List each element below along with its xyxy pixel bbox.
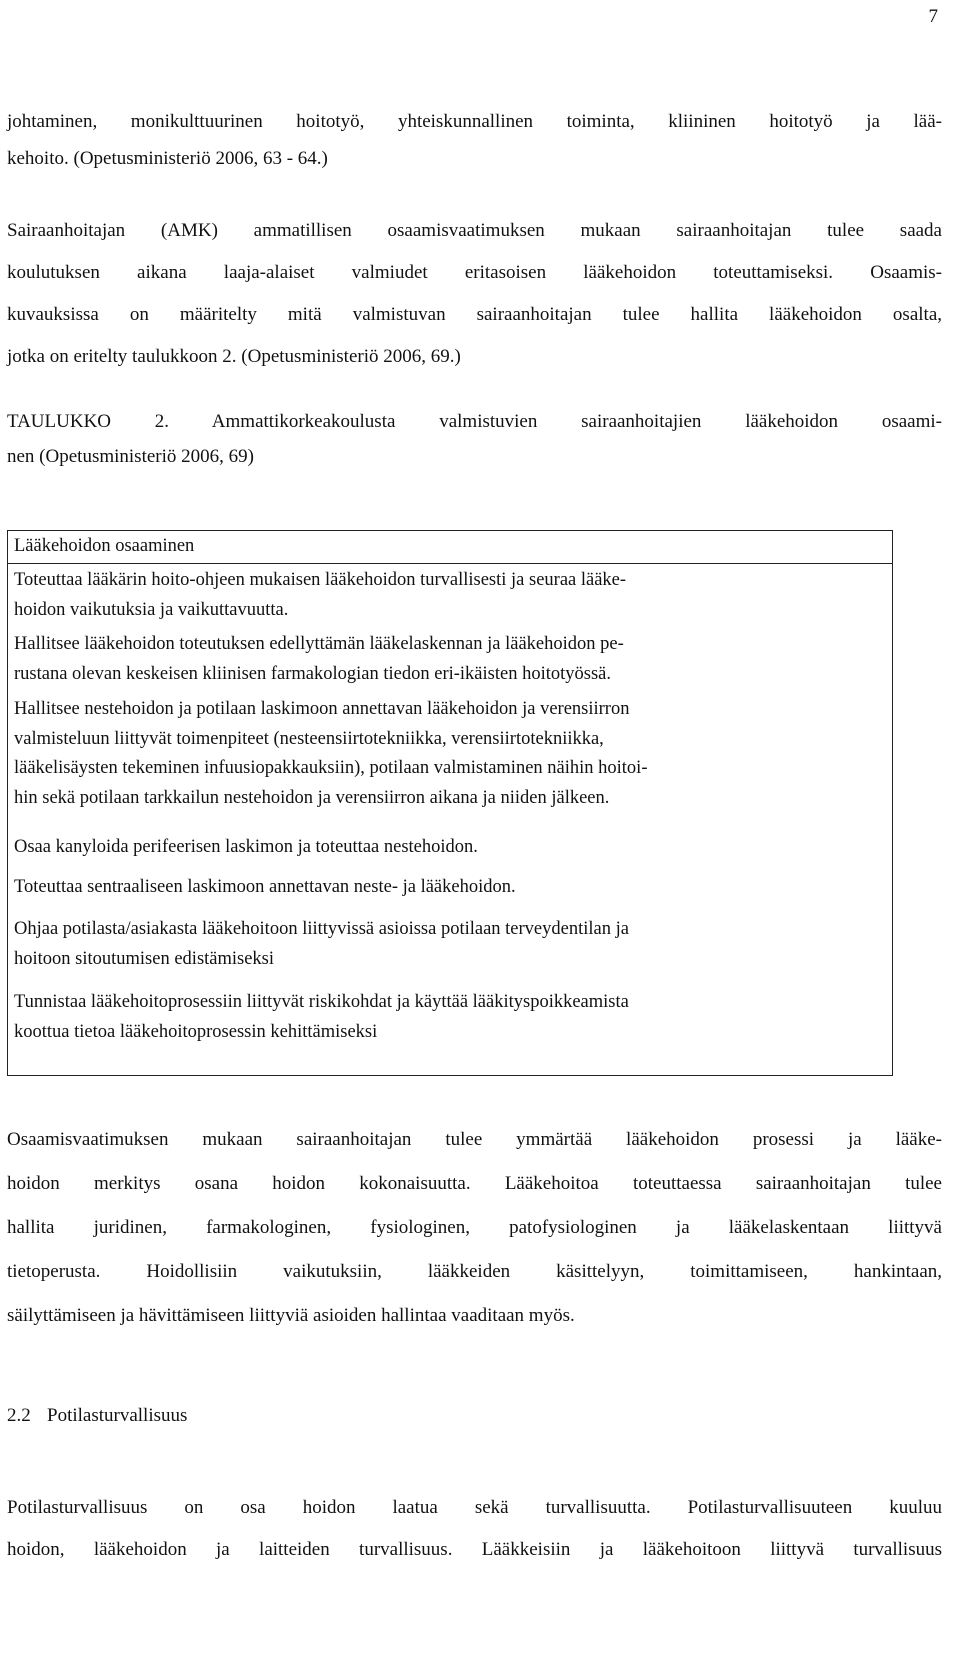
table-row <box>14 915 884 974</box>
text-line: jotka on eritelty taulukkoon 2. (Opetusministeriö 2006, 69.) <box>7 346 461 367</box>
text-line: Toteuttaa sentraaliseen laskimoon annettavan neste- ja lääkehoidon. <box>14 877 516 897</box>
text-line: säilyttämiseen ja hävittämiseen liittyviä asioiden hallintaa vaaditaan myös. <box>7 1305 575 1326</box>
table-row <box>14 833 884 863</box>
table-row <box>14 988 884 1047</box>
section-title: Potilasturvallisuus <box>47 1405 188 1426</box>
text-line: Hallitsee lääkehoidon toteutuksen edellyttämän lääkelaskennan ja lääkehoidon pe- <box>14 634 624 654</box>
table-row <box>14 566 884 625</box>
text-line: tietoperusta. Hoidollisiin vaikutuksiin, lääkkeiden käsittelyyn, toimittamiseen, hankintaan, <box>7 1261 942 1282</box>
text-line: hin sekä potilaan tarkkailun nestehoidon ja verensiirron aikana ja niiden jälkeen. <box>14 787 610 808</box>
text-line: Hallitsee nestehoidon ja potilaan laskimoon annettavan lääkehoidon ja verensiirron <box>14 699 630 719</box>
text-line: kuvauksissa on määritelty mitä valmistuvan sairaanhoitajan tulee hallita lääkehoidon osalta, <box>7 304 942 325</box>
text-line: Osaa kanyloida perifeerisen laskimon ja toteuttaa nestehoidon. <box>14 837 478 857</box>
section-heading <box>7 1401 187 1431</box>
text-line: Toteuttaa lääkärin hoito-ohjeen mukaisen lääkehoidon turvallisesti ja seuraa lääke- <box>14 570 627 590</box>
page-number: 7 <box>928 6 938 27</box>
text-line: koulutuksen aikana laaja-alaiset valmiudet eritasoisen lääkehoidon toteuttamiseksi. Osaamis- <box>7 262 942 283</box>
text-line: hallita juridinen, farmakologinen, fysiologinen, patofysiologinen ja lääkelaskentaan liittyvä <box>7 1217 942 1238</box>
text-line: Tunnistaa lääkehoitoprosessiin liittyvät riskikohdat ja käyttää lääkityspoikkeamista <box>14 992 629 1012</box>
text-line: kehoito. (Opetusministeriö 2006, 63 - 64.) <box>7 148 328 169</box>
paragraph-1 <box>7 103 942 177</box>
table-caption <box>7 404 942 474</box>
text-line: Potilasturvallisuus on osa hoidon laatua sekä turvallisuutta. Potilasturvallisuuteen kuuluu <box>7 1497 942 1518</box>
paragraph-2 <box>7 210 942 378</box>
text-line: koottua tietoa lääkehoitoprosessin kehittämiseksi <box>14 1021 378 1042</box>
paragraph-4 <box>7 1487 942 1571</box>
text-line: valmisteluun liittyvät toimenpiteet (nesteensiirtotekniikka, verensiirtotekniikka, <box>14 728 604 749</box>
table-header: Lääkehoidon osaaminen <box>8 531 892 564</box>
text-line: nen (Opetusministeriö 2006, 69) <box>7 446 254 467</box>
text-line: hoidon, lääkehoidon ja laitteiden turvallisuus. Lääkkeisiin ja lääkehoitoon liittyvä turvallisuus <box>7 1539 942 1560</box>
text-line: hoidon merkitys osana hoidon kokonaisuutta. Lääkehoitoa toteuttaessa sairaanhoitajan tulee <box>7 1173 942 1194</box>
text-line: rustana olevan keskeisen kliinisen farmakologian tiedon eri-ikäisten hoitotyössä. <box>14 663 611 684</box>
text-line: lääkelisäysten tekeminen infuusiopakkauksiin), potilaan valmistaminen näihin hoitoi- <box>14 758 648 778</box>
text-line: Ohjaa potilasta/asiakasta lääkehoitoon liittyvissä asioissa potilaan terveydentilan ja <box>14 919 629 939</box>
text-line: johtaminen, monikulttuurinen hoitotyö, yhteiskunnallinen toiminta, kliininen hoitotyö ja lää- <box>7 111 942 132</box>
text-line: Sairaanhoitajan (AMK) ammatillisen osaamisvaatimuksen mukaan sairaanhoitajan tulee saada <box>7 220 942 241</box>
text-line: hoidon vaikutuksia ja vaikuttavuutta. <box>14 599 289 620</box>
table-row <box>14 630 884 689</box>
text-line: hoitoon sitoutumisen edistämiseksi <box>14 948 275 969</box>
table-row <box>14 873 884 903</box>
paragraph-3 <box>7 1118 942 1338</box>
section-number: 2.2 <box>7 1405 31 1426</box>
competence-table <box>7 530 893 1076</box>
table-row <box>14 695 884 813</box>
text-line: Osaamisvaatimuksen mukaan sairaanhoitajan tulee ymmärtää lääkehoidon prosessi ja lääke- <box>7 1129 942 1150</box>
text-line: TAULUKKO 2. Ammattikorkeakoulusta valmistuvien sairaanhoitajien lääkehoidon osaami- <box>7 411 942 432</box>
